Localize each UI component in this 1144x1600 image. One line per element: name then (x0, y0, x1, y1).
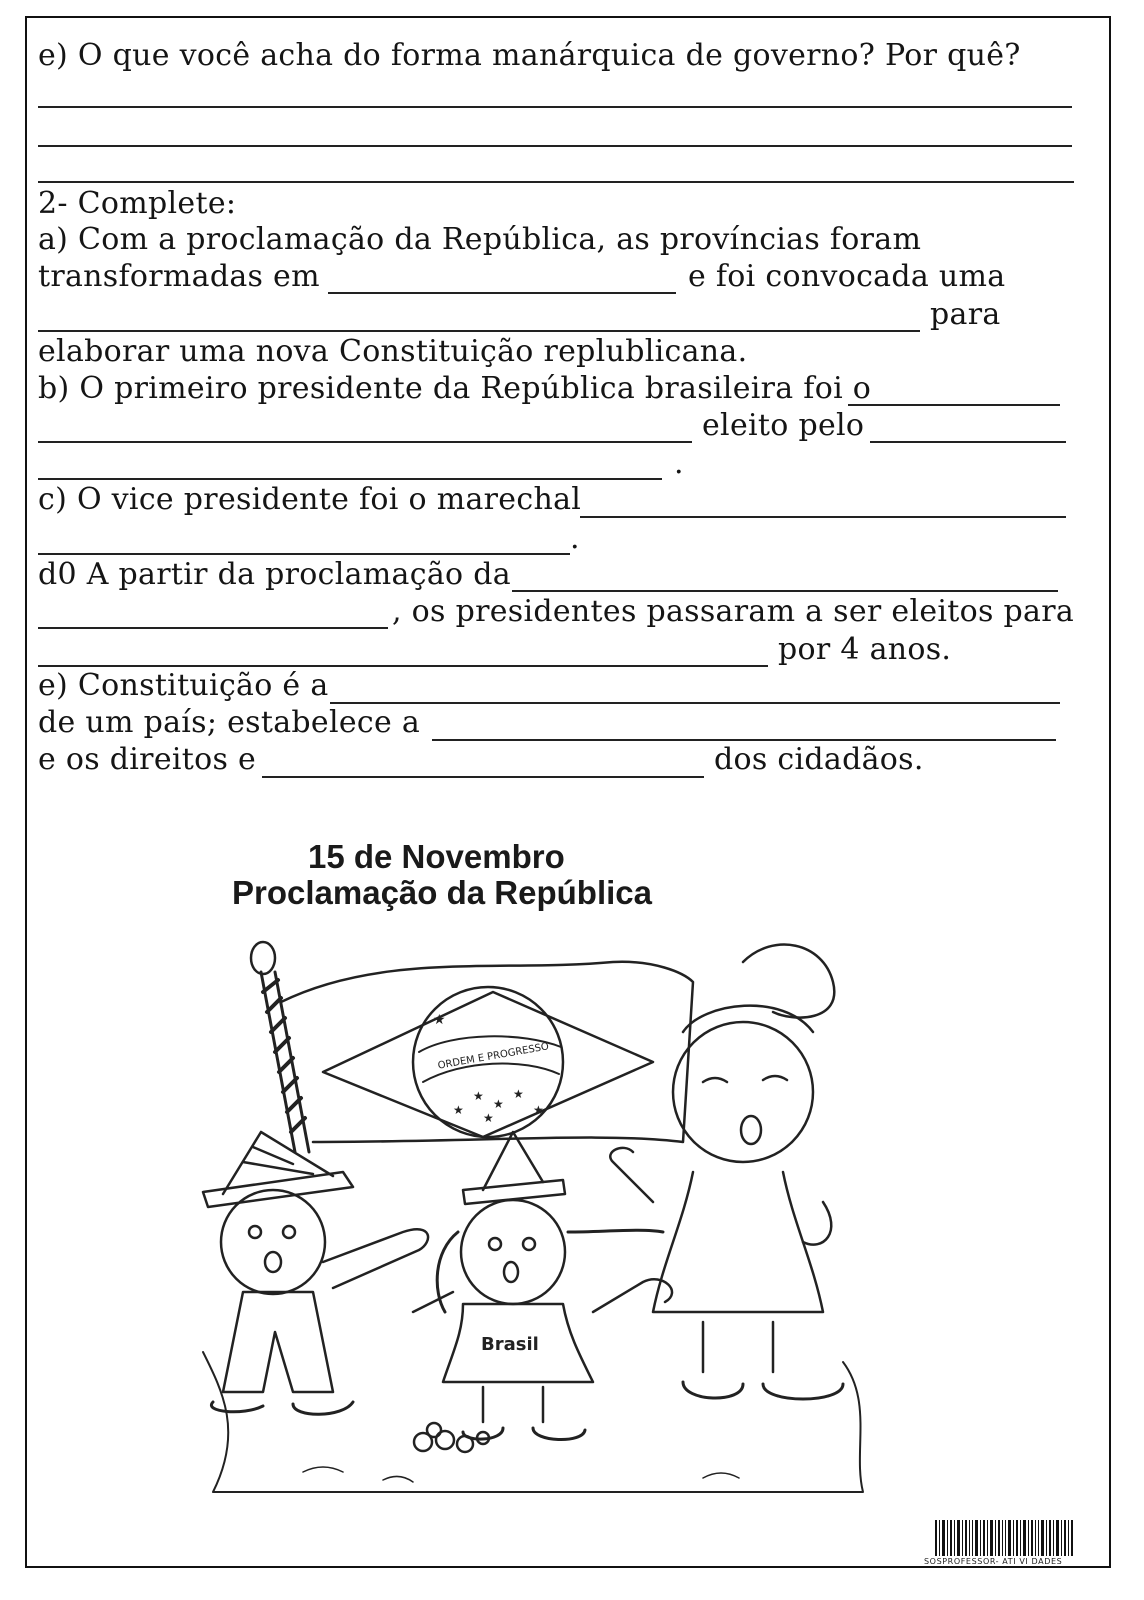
blank-line (38, 478, 662, 480)
svg-text:★: ★ (513, 1087, 524, 1101)
blank-line (38, 553, 570, 555)
q2a-line2-start: transformadas em (38, 259, 320, 294)
illustration-title-event: Proclamação da República (232, 874, 652, 911)
question-2-heading: 2- Complete: (38, 186, 237, 221)
q2d-line3-end: por 4 anos. (778, 632, 952, 667)
answer-line (38, 145, 1072, 147)
svg-text:★: ★ (453, 1103, 464, 1117)
q2d-line2-mid: , os presidentes passaram a ser eleitos para (392, 594, 1075, 629)
blank-line (512, 590, 1058, 592)
question-1e-text: e) O que você acha do forma manárquica de governo? Por quê? (38, 38, 1021, 73)
q2c-line2-end: . (570, 521, 580, 556)
blank-line (38, 627, 388, 629)
answer-line (38, 106, 1072, 108)
q2b-line2-mid: eleito pelo (702, 408, 865, 443)
q2a-line4: elaborar uma nova Constituição replublicana. (38, 334, 748, 369)
blank-line (848, 404, 1060, 406)
blank-line (38, 441, 692, 443)
brazil-flag (281, 962, 693, 1142)
barcode-icon (935, 1520, 1075, 1556)
svg-text:★: ★ (473, 1089, 484, 1103)
answer-line (38, 181, 1074, 183)
q2b-line1: b) O primeiro presidente da República brasileira foi o (38, 371, 872, 406)
blank-line (580, 516, 1066, 518)
q2a-line1: a) Com a proclamação da República, as províncias foram (38, 222, 922, 257)
barcode-caption: SOSPROFESSOR- ATI VI DADES (924, 1557, 1063, 1566)
q2a-line3-end: para (930, 297, 1001, 332)
blank-line (38, 330, 920, 332)
q2d-line1: d0 A partir da proclamação da (38, 557, 511, 592)
illustration-title-date: 15 de Novembro (308, 838, 565, 875)
blank-line (870, 441, 1066, 443)
flag-pole (251, 942, 309, 1152)
blank-line (262, 776, 704, 778)
svg-text:★: ★ (433, 1012, 446, 1028)
svg-text:★: ★ (483, 1111, 494, 1125)
q2e-line2: de um país; estabelece a (38, 705, 421, 740)
children-with-flag-illustration (183, 932, 871, 1512)
girl-right (610, 945, 843, 1399)
q2e-line3-start: e os direitos e (38, 742, 257, 777)
blank-line (328, 292, 676, 294)
q2e-line1: e) Constituição é a (38, 668, 329, 703)
svg-text:★: ★ (533, 1103, 544, 1117)
flower-icon (414, 1423, 489, 1452)
q2a-line2-end: e foi convocada uma (688, 259, 1006, 294)
girl-middle (413, 1132, 672, 1440)
blank-line (38, 665, 768, 667)
boy-left (203, 1132, 428, 1414)
svg-text:★: ★ (493, 1097, 504, 1111)
blank-line (432, 739, 1056, 741)
flag-band-text: ORDEM E PROGRESSO (437, 1041, 550, 1072)
q2e-line3-end: dos cidadãos. (714, 742, 924, 777)
shirt-text: Brasil (481, 1334, 539, 1355)
blank-line (330, 702, 1060, 704)
q2c-line1: c) O vice presidente foi o marechal (38, 482, 582, 517)
q2b-line3-end: . (674, 446, 684, 481)
